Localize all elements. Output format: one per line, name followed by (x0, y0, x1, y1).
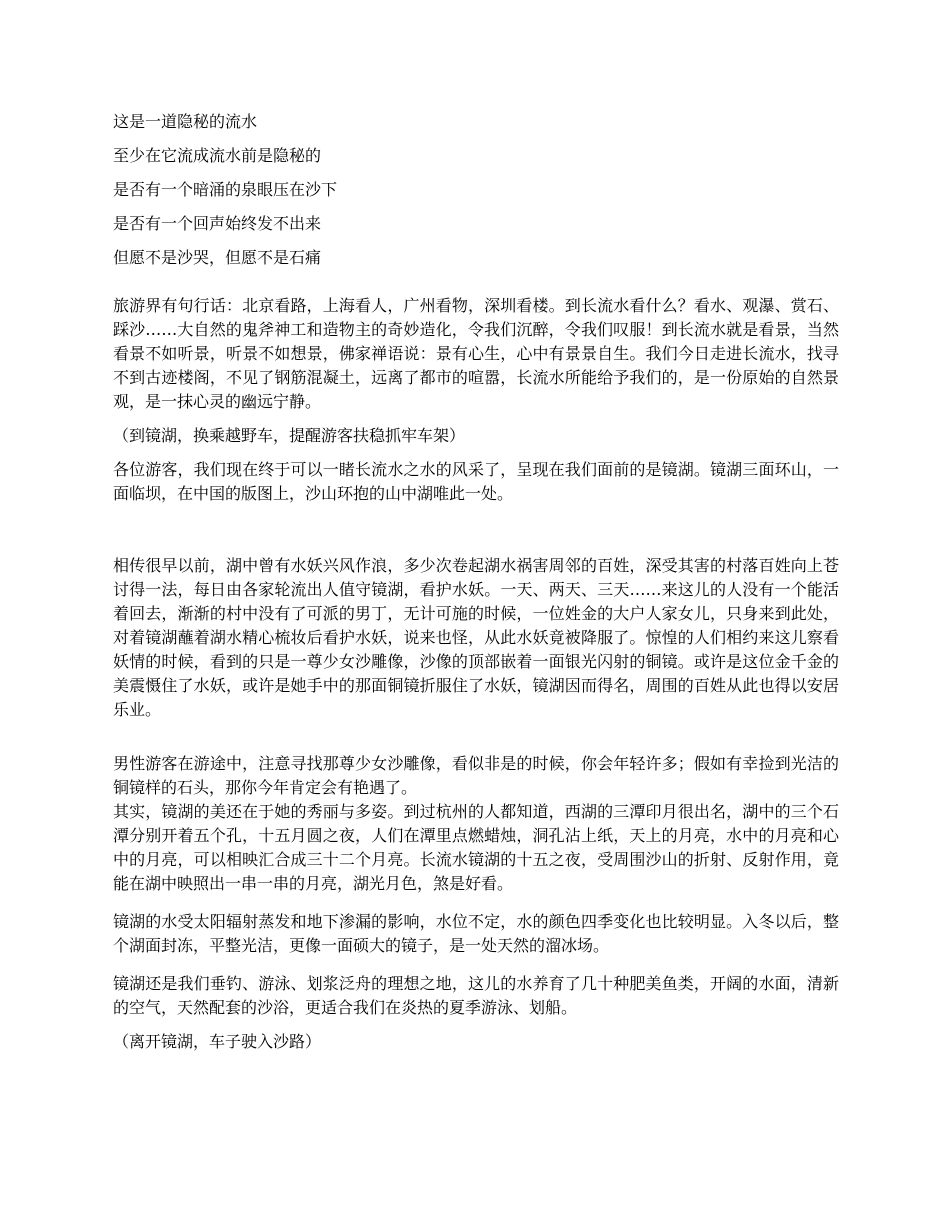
mirror-lake-paragraph: 各位游客，我们现在终于可以一睹长流水之水的风采了，呈现在我们面前的是镜湖。镜湖三面环山，一面临坝，在中国的版图上，沙山环抱的山中湖唯此一处。 (113, 460, 839, 503)
poem-line: 这是一道隐秘的流水 (113, 112, 258, 131)
poem-line: 但愿不是沙哭，但愿不是石痛 (113, 248, 322, 267)
poem-block (113, 110, 839, 270)
poem-line: 至少在它流成流水前是隐秘的 (113, 146, 322, 165)
stage-direction: （离开镜湖，车子驶入沙路） (113, 1032, 322, 1051)
lake-beauty-paragraph: 其实，镜湖的美还在于她的秀丽与多姿。到过杭州的人都知道，西湖的三潭印月很出名，湖中的三个石潭分别开着五个孔，十五月圆之夜，人们在潭里点燃蜡烛，洞孔沾上纸，天上的月亮，水中的月亮和心中的月亮，可以相映汇合成三十二个月亮。长流水镜湖的十五之夜，受周围沙山的折射、反射作用，竟能在湖中映照出一串一串的月亮，湖光月色，煞是好看。 (113, 802, 839, 893)
poem-line: 是否有一个暗涌的泉眼压在沙下 (113, 180, 338, 199)
intro-paragraph: 旅游界有句行话：北京看路，上海看人，广州看物，深圳看楼。到长流水看什么？看水、观瀑、赏石、踩沙……大自然的鬼斧神工和造物主的奇妙造化，令我们沉醉，令我们叹服！到长流水就是看景，当然看景不如听景，听景不如想景，佛家禅语说：景有心生，心中有景景自生。我们今日走进长流水，找寻不到古迹楼阁，不见了钢筋混凝土，远离了都市的喧嚣，长流水所能给予我们的，是一份原始的自然景观，是一抹心灵的幽远宁静。 (113, 296, 839, 411)
legend-paragraph: 相传很早以前，湖中曾有水妖兴风作浪，多少次卷起湖水祸害周邻的百姓，深受其害的村落百姓向上苍讨得一法，每日由各家轮流出人值守镜湖，看护水妖。一天、两天、三天……来这儿的人没有一个能活着回去，渐渐的村中没有了可派的男丁，无计可施的时候，一位姓金的大户人家女儿，只身来到此处，对着镜湖蘸着湖水精心梳妆后看护水妖，说来也怪，从此水妖竟被降服了。惊惶的人们相约来这儿察看妖情的时候，看到的只是一尊少女沙雕像，沙像的顶部嵌着一面银光闪射的铜镜。或许是这位金千金的美震慑住了水妖，或许是她手中的那面铜镜折服住了水妖，镜湖因而得名，周围的百姓从此也得以安居乐业。 (113, 556, 839, 719)
statue-tip-paragraph: 男性游客在游途中，注意寻找那尊少女沙雕像，看似非是的时候，你会年轻许多；假如有幸捡到光洁的铜镜样的石头，那你今年肯定会有艳遇了。 (113, 754, 839, 797)
water-level-paragraph: 镜湖的水受太阳辐射蒸发和地下渗漏的影响，水位不定，水的颜色四季变化也比较明显。入冬以后，整个湖面封冻，平整光洁，更像一面硕大的镜子，是一处天然的溜冰场。 (113, 912, 839, 955)
activities-paragraph: 镜湖还是我们垂钓、游泳、划浆泛舟的理想之地，这儿的水养育了几十种肥美鱼类，开阔的水面，清新的空气，天然配套的沙浴，更适合我们在炎热的夏季游泳、划船。 (113, 974, 839, 1017)
stage-direction: （到镜湖，换乘越野车，提醒游客扶稳抓牢车架） (113, 426, 466, 445)
document-body (113, 110, 839, 1054)
poem-line: 是否有一个回声始终发不出来 (113, 214, 322, 233)
